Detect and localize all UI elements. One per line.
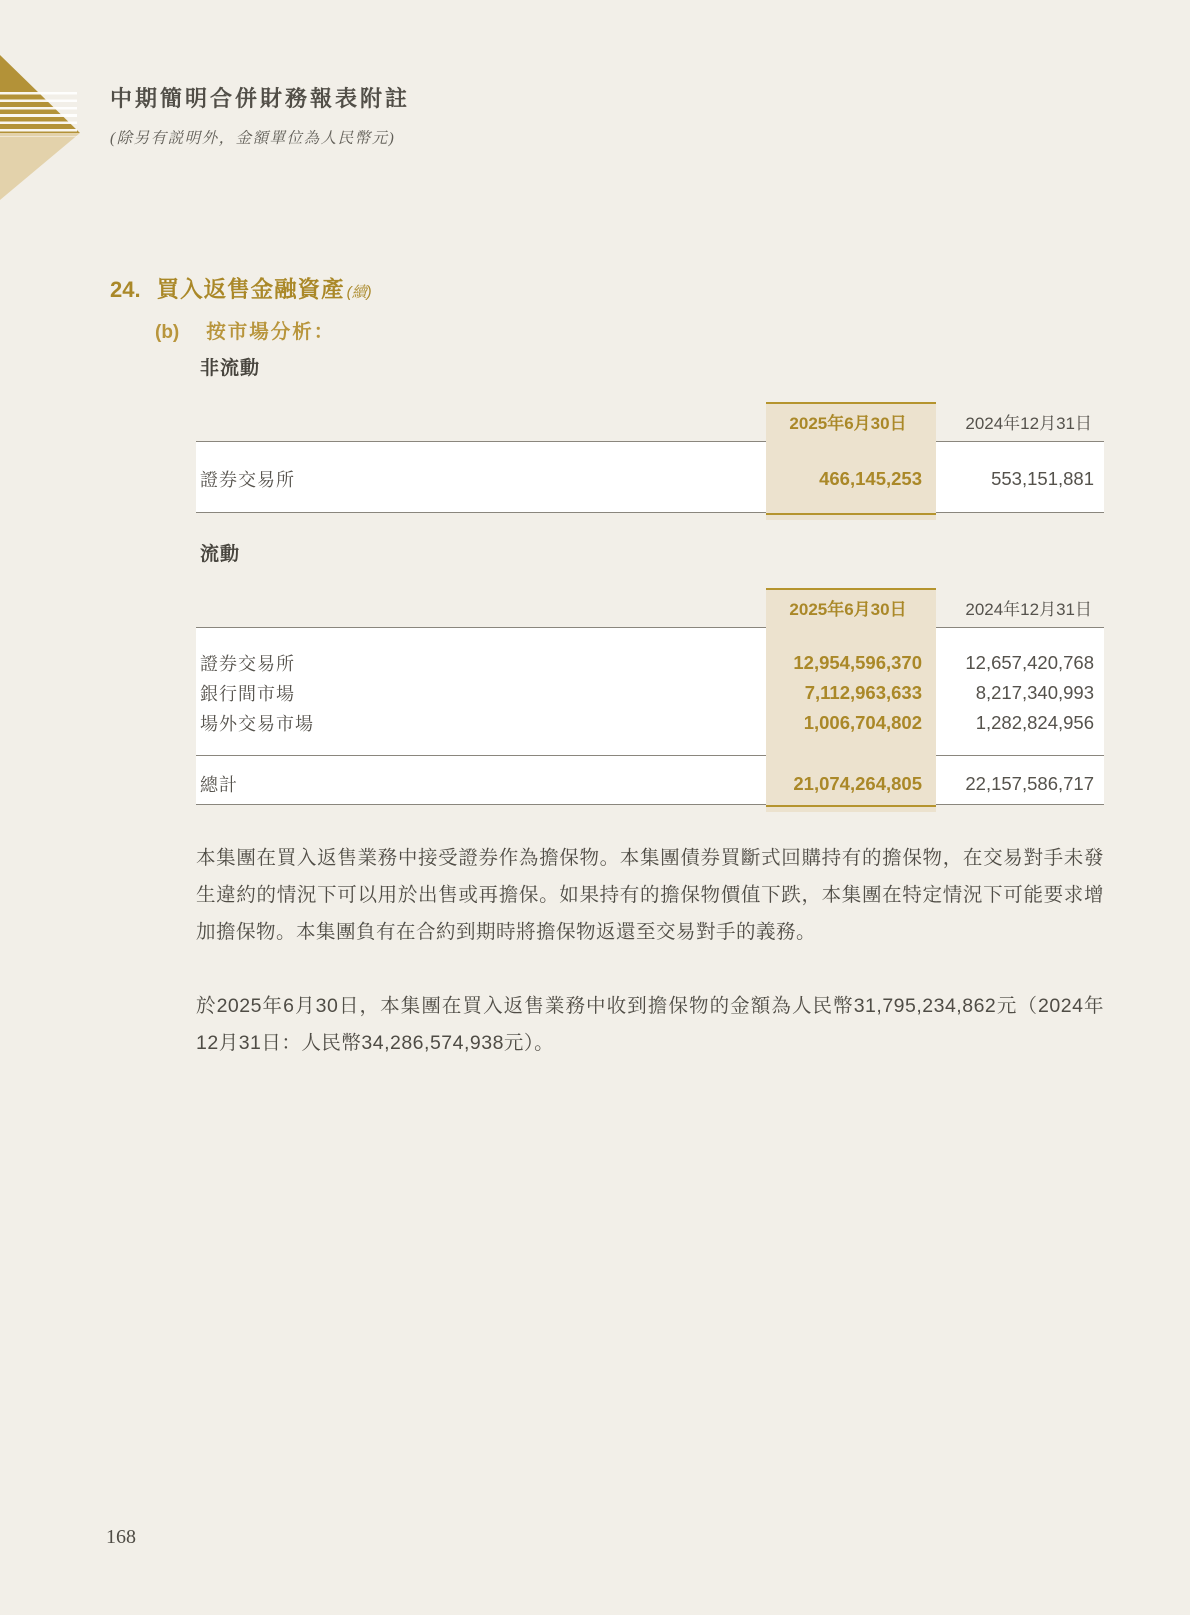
row-label: 證券交易所 (200, 470, 295, 490)
table-row (196, 462, 1104, 496)
value-2025: 12,954,596,370 (793, 652, 922, 673)
value-2024: 8,217,340,993 (975, 682, 1094, 703)
note-paragraph-1: 本集團在買入返售業務中接受證券作為擔保物。本集團債券買斷式回購持有的擔保物，在交易對手未發生違約的情況下可以用於出售或再擔保。如果持有的擔保物價值下跌，本集團在特定情況下可能要求增加擔保物。本集團負有在合約到期時將擔保物返還至交易對手的義務。 (196, 847, 1104, 943)
document-header (110, 82, 410, 148)
row-label: 銀行間市場 (200, 684, 295, 704)
table-row (196, 678, 1104, 708)
table-header-row (196, 588, 1104, 628)
row-label: 證券交易所 (200, 654, 295, 674)
total-value-2025: 21,074,264,805 (793, 773, 922, 794)
subsection-heading (155, 316, 335, 344)
section-title: 買入返售金融資產 (156, 277, 345, 302)
value-2024: 553,151,881 (991, 468, 1094, 489)
value-2025: 1,006,704,802 (803, 712, 922, 733)
current-table (196, 588, 1104, 805)
row-label: 場外交易市場 (200, 714, 314, 734)
table-heading-noncurrent: 非流動 (200, 358, 261, 379)
table-body (196, 628, 1104, 805)
current-table-section (196, 542, 1104, 805)
document-subtitle: (除另有説明外，金額單位為人民幣元) (110, 130, 396, 147)
corner-triangle-decoration (0, 0, 82, 202)
value-2024: 1,282,824,956 (975, 712, 1094, 733)
table-row (196, 648, 1104, 678)
table-body (196, 442, 1104, 513)
total-value-2024: 22,157,586,717 (965, 773, 1094, 794)
section-heading (110, 272, 372, 304)
page-number: 168 (106, 1526, 136, 1548)
total-row (196, 769, 1104, 799)
subsection-title: 按市場分析： (206, 321, 336, 343)
section-continued-note: (續) (346, 284, 372, 301)
column-header-2025: 2025年6月30日 (789, 414, 907, 433)
value-2025: 466,145,253 (819, 468, 922, 489)
subsection-label: (b) (155, 322, 180, 343)
column-header-2024: 2024年12月31日 (965, 414, 1092, 433)
column-header-2024: 2024年12月31日 (965, 600, 1092, 619)
document-title: 中期簡明合併財務報表附註 (110, 86, 411, 111)
noncurrent-table-section (196, 356, 1104, 513)
table-header-row (196, 402, 1104, 442)
noncurrent-table (196, 402, 1104, 513)
corner-stripes-icon (0, 92, 77, 137)
table-heading-current: 流動 (200, 544, 241, 565)
column-header-2025: 2025年6月30日 (789, 600, 907, 619)
table-row (196, 708, 1104, 738)
value-2025: 7,112,963,633 (804, 682, 922, 703)
section-number: 24. (110, 277, 141, 302)
subtotal-rule (196, 755, 1104, 756)
value-2024: 12,657,420,768 (965, 652, 1094, 673)
note-paragraph-2: 於2025年6月30日，本集團在買入返售業務中收到擔保物的金額為人民幣31,795,234,862元（2024年12月31日：人民幣34,286,574,938元）。 (196, 995, 1104, 1054)
total-label: 總計 (200, 775, 238, 795)
